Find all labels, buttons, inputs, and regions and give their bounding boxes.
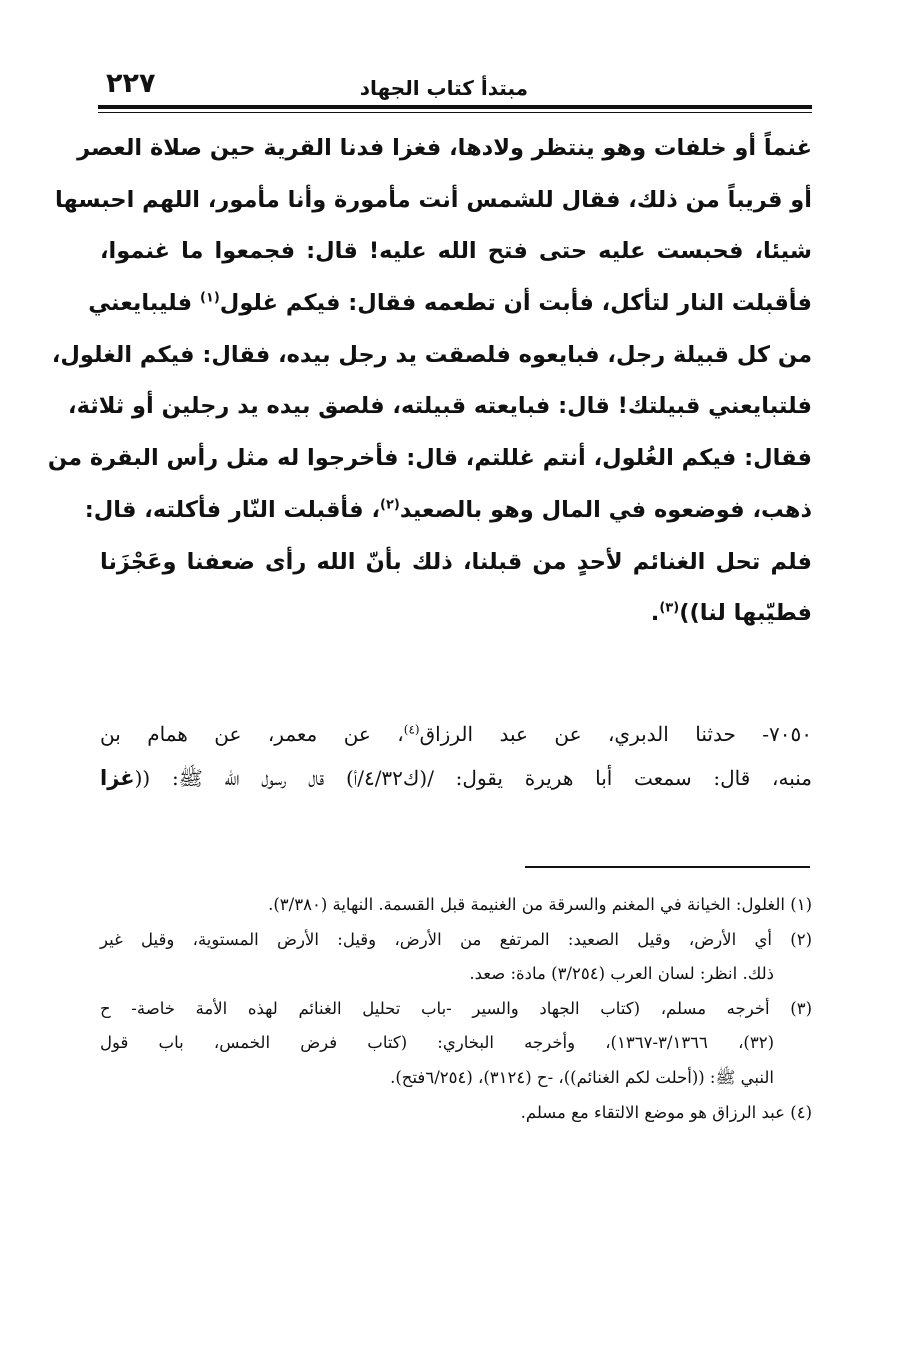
footnote-ref: (١)	[199, 290, 220, 306]
footnote-separator	[525, 866, 810, 868]
text-line: فلم تحل الغنائم لأحدٍ من قبلنا، ذلك بأنّ الله رأى ضعفنا وعَجْزَنا	[100, 548, 812, 575]
footnote-2: (٢) أي الأرض، وقيل الصعيد: المرتفع من الأرض، وقيل: الأرض المستوية، وقيل غير	[100, 929, 812, 949]
text-line: فقال: فيكم الغُلول، أنتم غللتم، قال: فأخرجوا له مثل رأس البقرة من	[47, 445, 812, 472]
page-header	[98, 66, 810, 106]
footnote-3-cont: النبي ﷺ: ((أحلت لكم الغنائم))، -ح (٣١٢٤)، (٦/٢٥٤فتح).	[390, 1067, 774, 1087]
text-line: فأقبلت النار لتأكل، فأبت أن تطعمه فقال: فيكم غلول$^{(١)}$ فليبايعني	[88, 290, 812, 317]
header-rule-thick	[98, 105, 812, 109]
footnote-4: (٤) عبد الرزاق هو موضع الالتقاء مع مسلم.	[520, 1102, 812, 1122]
text-line: شيئا، فحبست عليه حتى فتح الله عليه! قال: فجمعوا ما غنموا،	[100, 238, 812, 265]
text-line: غنماً أو خلفات وهو ينتظر ولادها، فغزا فدنا القرية حين صلاة العصر	[77, 135, 812, 161]
text-line: فطيّبها لنا))$^{(٣)}$.	[650, 600, 812, 627]
narration-line: منبه، قال: سمعت أبا هريرة يقول: /(ك٤/٣٢/أ) قال رسول الله ﷺ: ((غزا	[100, 766, 813, 790]
footnote-1: (١) الغلول: الخيانة في المغنم والسرقة من الغنيمة قبل القسمة. النهاية (٣/٣٨٠).	[268, 895, 812, 914]
text-line: ذهب، فوضعوه في المال وهو بالصعيد$^{(٢)}$، فأقبلت النّار فأكلته، قال:	[84, 496, 812, 523]
running-title: مبتدأ كتاب الجهاد	[359, 76, 528, 100]
text-line: فلتبايعني قبيلتك! قال: فبايعته قبيلته، فلصق بيده يد رجلين أو ثلاثة،	[68, 393, 812, 420]
hadith-text	[47, 123, 812, 640]
page-number: ٢٢٧	[106, 68, 156, 99]
footnote-ref: (٤)	[403, 722, 420, 737]
footnote-ref: (٣)	[659, 600, 680, 616]
text-line: أو قريباً من ذلك، فقال للشمس أنت مأمورة وأنا مأمور، اللهم احبسها	[55, 186, 812, 213]
footnote-2-cont: ذلك. انظر: لسان العرب (٣/٢٥٤) مادة: صعد.	[469, 964, 774, 984]
text-line: من كل قبيلة رجل، فبايعوه فلصقت يد رجل بيده، فقال: فيكم الغلول،	[51, 341, 812, 368]
footnotes	[100, 888, 812, 1130]
header-rule-thin	[98, 112, 812, 113]
footnote-ref: (٢)	[380, 497, 400, 513]
narration-line: ٧٠٥٠- حدثنا الدبري، عن عبد الرزاق$^{(٤)}$، عن معمر، عن همام بن	[100, 722, 812, 746]
narration-chain	[100, 712, 812, 800]
footnote-3: (٣) أخرجه مسلم، (كتاب الجهاد والسير -باب تحليل الغنائم لهذه الأمة خاصة- ح	[100, 998, 812, 1018]
footnote-3-cont: (٣٢)، ٣/١٣٦٦-١٣٦٧)، وأخرجه البخاري: (كتاب فرض الخمس، باب قول	[100, 1033, 775, 1053]
